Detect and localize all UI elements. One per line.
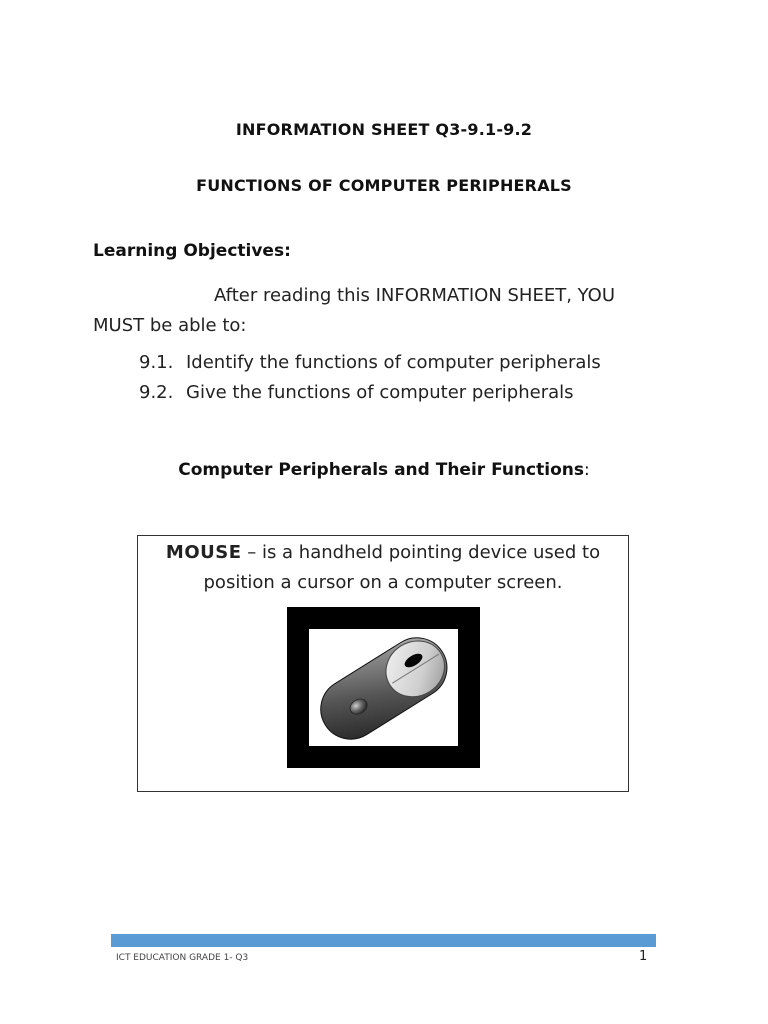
sheet-title: INFORMATION SHEET Q3-9.1-9.2 bbox=[235, 120, 533, 139]
objective-text: Give the functions of computer peripherals bbox=[186, 382, 574, 403]
objective-item bbox=[139, 348, 601, 378]
mouse-definition bbox=[138, 538, 628, 598]
mouse-term: MOUSE bbox=[165, 542, 242, 563]
mouse-definition-part-2: position a cursor on a computer screen. bbox=[203, 572, 563, 593]
intro-line-2: MUST be able to: bbox=[93, 315, 247, 336]
mouse-definition-box bbox=[137, 535, 629, 792]
learning-objectives-heading: Learning Objectives: bbox=[93, 241, 291, 261]
document-subtitle: FUNCTIONS OF COMPUTER PERIPHERALS bbox=[196, 176, 572, 195]
objective-number: 9.2. bbox=[139, 382, 174, 403]
page-number: 1 bbox=[639, 949, 648, 964]
objective-text: Identify the functions of computer peripherals bbox=[186, 352, 601, 373]
section-title-colon: : bbox=[584, 460, 590, 480]
mouse-image-frame bbox=[287, 607, 480, 768]
intro-line-1: After reading this INFORMATION SHEET, YOU bbox=[214, 285, 616, 306]
footer-bar bbox=[111, 934, 656, 947]
computer-mouse-icon bbox=[309, 629, 458, 746]
objective-item bbox=[139, 378, 601, 408]
footer-label: ICT EDUCATION GRADE 1- Q3 bbox=[116, 953, 249, 963]
section-title bbox=[0, 460, 768, 480]
objective-number: 9.1. bbox=[139, 352, 174, 373]
mouse-definition-part-1: – is a handheld pointing device used to bbox=[241, 542, 601, 563]
intro-paragraph bbox=[93, 281, 693, 341]
objectives-list bbox=[139, 348, 601, 408]
section-title-text: Computer Peripherals and Their Functions bbox=[178, 460, 584, 480]
